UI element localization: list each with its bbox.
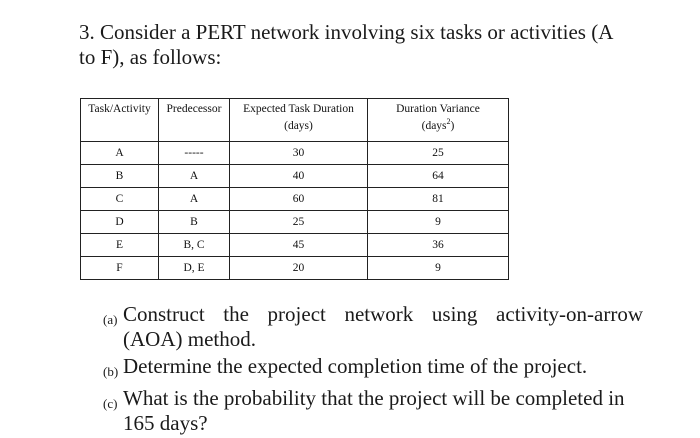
- part-c-line2: 165 days?: [123, 411, 208, 435]
- question-parts: [103, 302, 643, 438]
- cell-variance: 25: [368, 142, 509, 165]
- header-variance-unit: (days: [421, 120, 447, 132]
- table-row: [81, 165, 509, 188]
- cell-task: A: [81, 142, 159, 165]
- header-variance-sup: 2: [446, 117, 451, 127]
- part-c-text: [123, 386, 643, 436]
- cell-variance: 9: [368, 257, 509, 280]
- cell-task: E: [81, 234, 159, 257]
- part-c: [103, 386, 643, 436]
- cell-task: C: [81, 188, 159, 211]
- header-task: Task/Activity: [81, 99, 159, 142]
- cell-predecessor: B: [159, 211, 230, 234]
- cell-duration: 60: [230, 188, 368, 211]
- cell-predecessor: A: [159, 165, 230, 188]
- cell-predecessor: D, E: [159, 257, 230, 280]
- header-variance: [368, 99, 509, 142]
- cell-variance: 64: [368, 165, 509, 188]
- cell-predecessor: B, C: [159, 234, 230, 257]
- cell-variance: 9: [368, 211, 509, 234]
- cell-duration: 45: [230, 234, 368, 257]
- part-b-line1: Determine the expected completion time of the project.: [123, 354, 588, 378]
- cell-task: B: [81, 165, 159, 188]
- cell-duration: 40: [230, 165, 368, 188]
- header-variance-line1: Duration Variance: [396, 103, 480, 115]
- cell-task: F: [81, 257, 159, 280]
- cell-task: D: [81, 211, 159, 234]
- cell-variance: 36: [368, 234, 509, 257]
- cell-duration: 30: [230, 142, 368, 165]
- pert-activity-table: [80, 98, 509, 280]
- part-b-text: [123, 354, 643, 379]
- part-b-marker: (b): [103, 364, 119, 379]
- part-a-text: [123, 302, 643, 352]
- part-c-line1: What is the probability that the project will be completed in: [123, 386, 625, 410]
- question-text: [79, 20, 639, 70]
- header-duration-line2: (days): [284, 120, 313, 132]
- question-line-1: 3. Consider a PERT network involving six tasks or activities (A: [79, 20, 614, 44]
- part-a: [103, 302, 643, 352]
- table-row: [81, 257, 509, 280]
- table-row: [81, 188, 509, 211]
- cell-duration: 25: [230, 211, 368, 234]
- part-a-marker: (a): [103, 312, 118, 327]
- cell-variance: 81: [368, 188, 509, 211]
- cell-duration: 20: [230, 257, 368, 280]
- table-row: [81, 234, 509, 257]
- header-duration-line1: Expected Task Duration: [243, 103, 354, 115]
- cell-predecessor: -----: [159, 142, 230, 165]
- question-line-2: to F), as follows:: [79, 45, 222, 69]
- header-duration: [230, 99, 368, 142]
- part-b: [103, 354, 643, 384]
- table-row: [81, 211, 509, 234]
- table-header-row: [81, 99, 509, 142]
- cell-predecessor: A: [159, 188, 230, 211]
- part-a-line2: (AOA) method.: [123, 327, 256, 351]
- table-row: [81, 142, 509, 165]
- header-variance-close: ): [450, 120, 455, 132]
- part-c-marker: (c): [103, 396, 118, 411]
- header-predecessor: Predecessor: [159, 99, 230, 142]
- part-a-line1: Construct the project network using activity-on-arrow: [123, 302, 643, 326]
